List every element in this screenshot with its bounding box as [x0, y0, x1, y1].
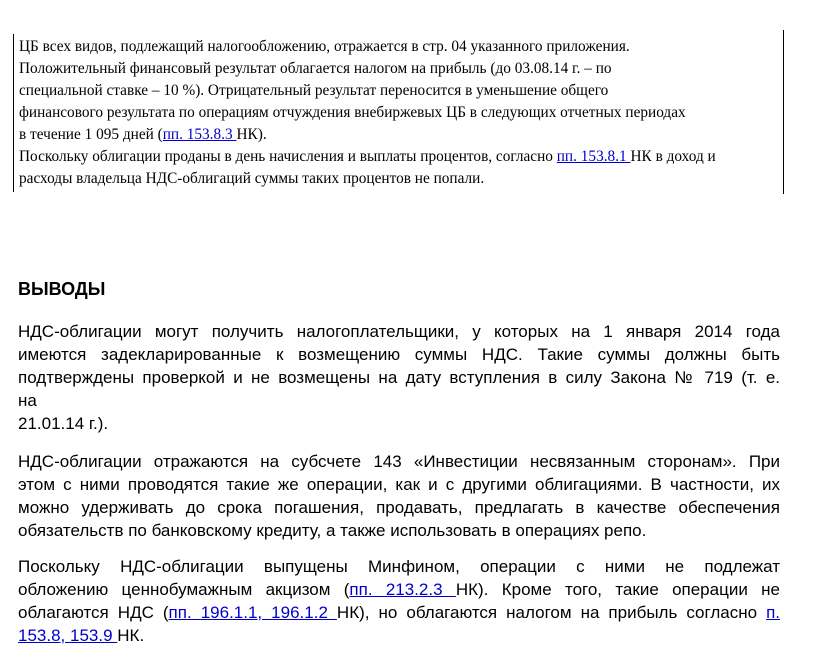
paragraph-line: имеются задекларированные к возмещению суммы НДС. Такие суммы должны быть	[18, 345, 780, 364]
paragraph-1	[18, 320, 780, 435]
paragraph-2	[18, 450, 780, 542]
link-p-153-8-153-9-part1[interactable]: п.	[766, 603, 781, 622]
paragraph-line: обязательств по банковскому кредиту, а также использовать в операциях репо.	[18, 521, 647, 540]
box-left-border	[13, 34, 14, 192]
box-line: специальной ставке – 10 %). Отрицательный результат переносится в уменьшение общего	[19, 82, 609, 99]
paragraph-line: можно удерживать до срока погашения, продавать, предлагать в качестве обеспечения	[18, 498, 780, 517]
paragraph-line: подтверждены проверкой и не возмещены на дату вступления в силу Закона № 719 (т. е.	[18, 368, 780, 387]
link-p-153-8-153-9-part2[interactable]: 153.8, 153.9	[18, 626, 118, 645]
paragraph-text: НК), но облагаются налогом на прибыль согласно	[336, 603, 767, 622]
paragraph-line: НДС-облигации отражаются на субсчете 143 «Инвестиции несвязанным сторонам». При	[18, 452, 780, 471]
paragraph-line: на	[18, 391, 37, 410]
paragraph-line: Поскольку НДС-облигации выпущены Минфином, операции с ними не подлежат	[18, 557, 780, 576]
box-line: ЦБ всех видов, подлежащий налогообложению, отражается в стр. 04 указанного приложения.	[19, 38, 630, 55]
link-pp-153-8-1[interactable]: пп. 153.8.1	[556, 148, 631, 165]
quoted-text-box	[19, 36, 784, 190]
box-text: Поскольку облигации проданы в день начисления и выплаты процентов, согласно	[19, 148, 557, 165]
link-pp-196-1-1-196-1-2[interactable]: пп. 196.1.1, 196.1.2	[168, 603, 337, 622]
box-text: НК).	[236, 126, 267, 143]
paragraph-line	[18, 578, 780, 601]
paragraph-line: НДС-облигации могут получить налогоплательщики, у которых на 1 января 2014 года	[18, 322, 780, 341]
conclusions-heading: ВЫВОДЫ	[18, 279, 106, 299]
box-line	[19, 146, 784, 168]
paragraph-text: НК.	[117, 626, 145, 645]
box-line	[19, 124, 784, 146]
box-line: Положительный финансовый результат облагается налогом на прибыль (до 03.08.14 г. – по	[19, 60, 612, 77]
paragraph-line	[18, 624, 780, 647]
link-pp-213-2-3[interactable]: пп. 213.2.3	[349, 580, 456, 599]
box-line: расходы владельца НДС-облигаций суммы таких процентов не попали.	[19, 170, 485, 187]
paragraph-line: этом с ними проводятся такие же операции, как и с другими облигациями. В частности, их	[18, 475, 780, 494]
paragraph-3	[18, 555, 780, 647]
paragraph-text: обложению ценнобумажным акцизом (	[18, 580, 350, 599]
link-pp-153-8-3[interactable]: пп. 153.8.3	[162, 126, 237, 143]
box-text: в течение 1 095 дней (	[19, 126, 163, 143]
paragraph-line: 21.01.14 г.).	[18, 414, 109, 433]
box-line: финансового результата по операциям отчуждения внебиржевых ЦБ в следующих отчетных периодах	[19, 104, 686, 121]
box-text: НК в доход и	[630, 148, 716, 165]
paragraph-text: облагаются НДС (	[18, 603, 169, 622]
paragraph-text: НК). Кроме того, такие операции не	[455, 580, 780, 599]
paragraph-line	[18, 601, 780, 624]
